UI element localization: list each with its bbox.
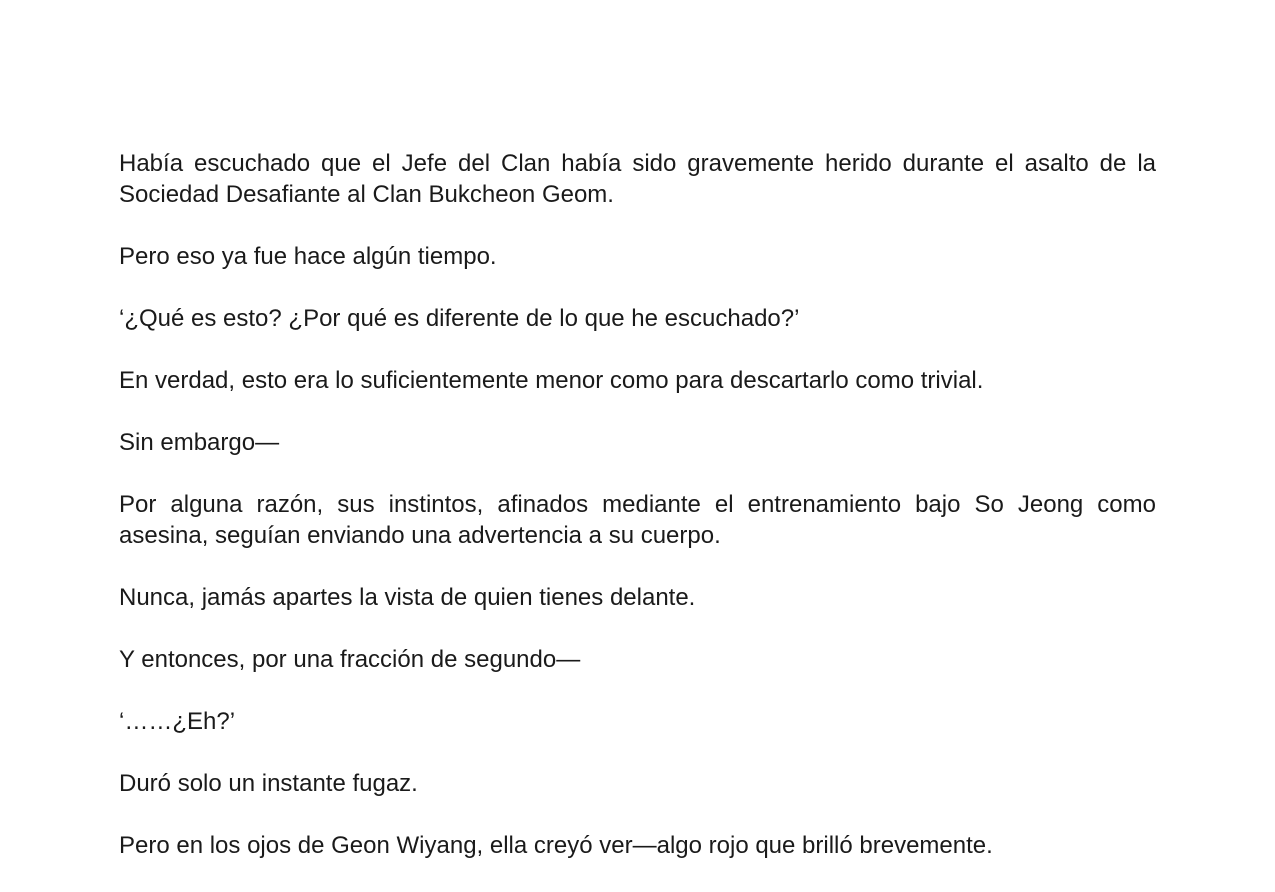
paragraph: ‘……¿Eh?’ [119, 708, 236, 735]
paragraph: Por alguna razón, sus instintos, afinados mediante el entrenamiento bajo So Jeong como asesina, seguían enviando una advertencia a su cuerpo. [119, 491, 1156, 549]
paragraph: Duró solo un instante fugaz. [119, 770, 418, 797]
paragraph: Pero eso ya fue hace algún tiempo. [119, 243, 497, 270]
paragraph: Y entonces, por una fracción de segundo— [119, 646, 581, 673]
paragraph: Nunca, jamás apartes la vista de quien tienes delante. [119, 584, 696, 611]
paragraph: Sin embargo— [119, 429, 280, 456]
paragraph: En verdad, esto era lo suficientemente menor como para descartarlo como trivial. [119, 367, 984, 394]
paragraph: ‘¿Qué es esto? ¿Por qué es diferente de lo que he escuchado?’ [119, 305, 800, 332]
body-text [119, 148, 1156, 892]
paragraph: Había escuchado que el Jefe del Clan había sido gravemente herido durante el asalto de la Sociedad Desafiante al Clan Bukcheon Geom. [119, 150, 1156, 208]
paragraph: Pero en los ojos de Geon Wiyang, ella creyó ver—algo rojo que brilló brevemente. [119, 832, 993, 859]
